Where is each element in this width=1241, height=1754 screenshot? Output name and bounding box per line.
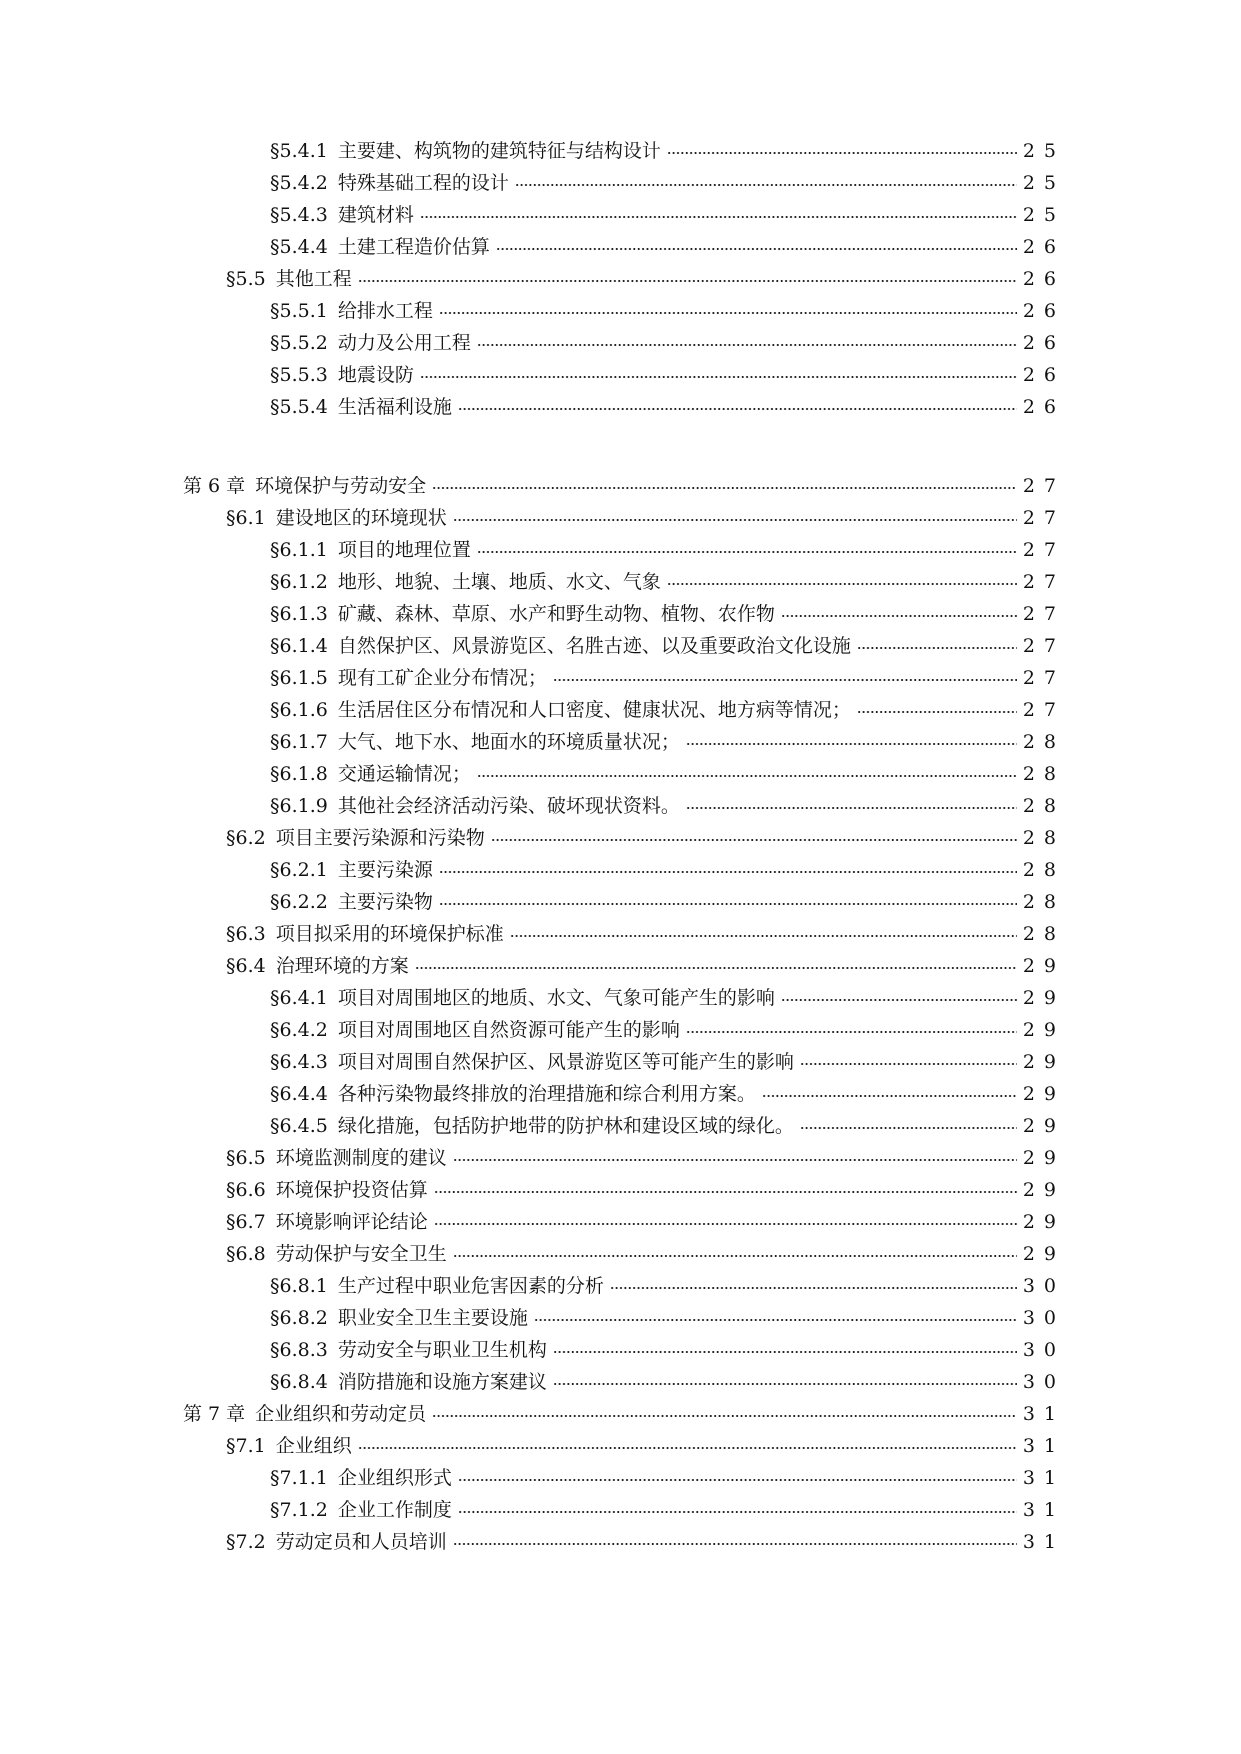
toc-entry-page-number: 28 — [1022, 923, 1065, 945]
toc-entry-title: 劳动安全与职业卫生机构 — [337, 1339, 547, 1361]
toc-entry-title: 项目拟采用的环境保护标准 — [275, 923, 504, 945]
toc-entry[interactable] — [270, 982, 1065, 1014]
dot-leader — [432, 484, 1017, 492]
toc-entry-page-number: 31 — [1022, 1531, 1065, 1553]
toc-entry[interactable] — [226, 1430, 1065, 1462]
toc-entry-title: 消防措施和设施方案建议 — [337, 1371, 547, 1393]
dot-leader — [857, 644, 1017, 652]
toc-entry-title: 地形、地貌、土壤、地质、水文、气象 — [337, 571, 661, 593]
dot-leader — [857, 708, 1017, 716]
toc-chapter-entry[interactable] — [183, 470, 1065, 502]
toc-entry-number: §6.8.2 — [270, 1307, 328, 1329]
dot-leader — [453, 1156, 1017, 1164]
toc-entry-page-number: 29 — [1022, 987, 1065, 1009]
toc-entry[interactable] — [270, 1302, 1065, 1334]
toc-entry-number: 第 7 章 — [183, 1403, 246, 1425]
toc-entry-number: §5.5.3 — [270, 364, 328, 386]
toc-entry-number: §6.1.3 — [270, 603, 328, 625]
toc-entry-title: 企业组织和劳动定员 — [255, 1403, 427, 1425]
toc-entry-page-number: 29 — [1022, 1211, 1065, 1233]
toc-entry[interactable] — [270, 167, 1065, 199]
toc-entry-page-number: 27 — [1022, 507, 1065, 529]
dot-leader — [458, 1476, 1017, 1484]
dot-leader — [458, 1508, 1017, 1516]
toc-entry-page-number: 29 — [1022, 1019, 1065, 1041]
dot-leader — [434, 1220, 1017, 1228]
toc-entry[interactable] — [270, 534, 1065, 566]
toc-entry-title: 项目对周围地区自然资源可能产生的影响 — [337, 1019, 680, 1041]
toc-entry-number: §6.8.1 — [270, 1275, 328, 1297]
dot-leader — [515, 181, 1017, 189]
toc-entry[interactable] — [226, 1174, 1065, 1206]
dot-leader — [453, 1540, 1017, 1548]
toc-entry-page-number: 27 — [1022, 539, 1065, 561]
toc-entry-number: §5.5.2 — [270, 332, 328, 354]
toc-entry-page-number: 26 — [1022, 364, 1065, 386]
toc-entry-page-number: 25 — [1022, 140, 1065, 162]
toc-entry[interactable] — [270, 1078, 1065, 1110]
toc-entry[interactable] — [270, 662, 1065, 694]
toc-entry-title: 地震设防 — [337, 364, 414, 386]
toc-entry-title: 生活居住区分布情况和人口密度、健康状况、地方病等情况； — [337, 699, 851, 721]
toc-entry-number: §6.4 — [226, 955, 266, 977]
toc-entry-number: §6.4.3 — [270, 1051, 328, 1073]
toc-entry-number: §6.8.4 — [270, 1371, 328, 1393]
toc-entry-page-number: 27 — [1022, 699, 1065, 721]
toc-entry-title: 大气、地下水、地面水的环境质量状况； — [337, 731, 680, 753]
toc-entry-page-number: 29 — [1022, 1179, 1065, 1201]
dot-leader — [686, 1028, 1017, 1036]
dot-leader — [358, 1444, 1017, 1452]
toc-entry-title: 主要污染源 — [337, 859, 433, 881]
toc-entry-page-number: 28 — [1022, 795, 1065, 817]
toc-entry-page-number: 29 — [1022, 1083, 1065, 1105]
toc-entry-title: 绿化措施，包括防护地带的防护林和建设区域的绿化。 — [337, 1115, 794, 1137]
toc-entry-title: 各种污染物最终排放的治理措施和综合利用方案。 — [337, 1083, 756, 1105]
dot-leader — [667, 580, 1017, 588]
toc-entry-number: §6.4.4 — [270, 1083, 328, 1105]
toc-entry[interactable] — [226, 263, 1065, 295]
toc-entry-number: §5.4.4 — [270, 236, 328, 258]
dot-leader — [762, 1092, 1017, 1100]
toc-entry-title: 项目主要污染源和污染物 — [275, 827, 485, 849]
toc-entry-title: 项目对周围自然保护区、风景游览区等可能产生的影响 — [337, 1051, 794, 1073]
dot-leader — [477, 341, 1017, 349]
toc-entry-title: 项目对周围地区的地质、水文、气象可能产生的影响 — [337, 987, 775, 1009]
toc-entry-number: §6.2 — [226, 827, 266, 849]
toc-entry-title: 现有工矿企业分布情况； — [337, 667, 547, 689]
toc-entry-number: §5.4.1 — [270, 140, 328, 162]
toc-entry[interactable] — [270, 135, 1065, 167]
dot-leader — [496, 245, 1017, 253]
toc-entry-title: 环境保护投资估算 — [275, 1179, 428, 1201]
toc-entry[interactable] — [270, 598, 1065, 630]
toc-entry-number: §6.1 — [226, 507, 266, 529]
toc-entry[interactable] — [270, 231, 1065, 263]
toc-entry-number: §6.4.1 — [270, 987, 328, 1009]
toc-entry-number: §7.1.1 — [270, 1467, 328, 1489]
toc-entry-number: §7.1.2 — [270, 1499, 328, 1521]
toc-entry-number: §6.5 — [226, 1147, 266, 1169]
dot-leader — [510, 932, 1017, 940]
toc-entry-page-number: 27 — [1022, 635, 1065, 657]
toc-entry-page-number: 28 — [1022, 891, 1065, 913]
toc-entry-number: §6.2.1 — [270, 859, 328, 881]
toc-entry[interactable] — [270, 1014, 1065, 1046]
toc-entry[interactable] — [270, 758, 1065, 790]
toc-entry-number: §6.1.8 — [270, 763, 328, 785]
dot-leader — [781, 996, 1017, 1004]
dot-leader — [439, 309, 1017, 317]
dot-leader — [800, 1060, 1017, 1068]
toc-entry-number: §6.1.7 — [270, 731, 328, 753]
toc-entry-title: 生活福利设施 — [337, 396, 452, 418]
toc-entry-title: 企业组织 — [275, 1435, 352, 1457]
toc-entry[interactable] — [270, 790, 1065, 822]
toc-entry-title: 劳动定员和人员培训 — [275, 1531, 447, 1553]
toc-entry-number: §6.6 — [226, 1179, 266, 1201]
toc-entry-page-number: 26 — [1022, 300, 1065, 322]
toc-entry[interactable] — [226, 950, 1065, 982]
toc-entry-page-number: 25 — [1022, 204, 1065, 226]
toc-entry-number: §7.2 — [226, 1531, 266, 1553]
toc-entry-title: 给排水工程 — [337, 300, 433, 322]
toc-entry[interactable] — [270, 1462, 1065, 1494]
toc-entry-page-number: 30 — [1022, 1339, 1065, 1361]
toc-entry-title: 环境监测制度的建议 — [275, 1147, 447, 1169]
toc-entry-number: §6.7 — [226, 1211, 266, 1233]
toc-entry-title: 主要建、构筑物的建筑特征与结构设计 — [337, 140, 661, 162]
toc-entry-page-number: 30 — [1022, 1371, 1065, 1393]
toc-entry[interactable] — [226, 1206, 1065, 1238]
toc-entry[interactable] — [270, 1270, 1065, 1302]
dot-leader — [553, 1380, 1017, 1388]
toc-entry[interactable] — [226, 1526, 1065, 1558]
toc-entry[interactable] — [270, 1334, 1065, 1366]
toc-entry[interactable] — [270, 886, 1065, 918]
toc-entry-number: §6.1.2 — [270, 571, 328, 593]
toc-entry-page-number: 28 — [1022, 763, 1065, 785]
toc-entry[interactable] — [270, 1494, 1065, 1526]
dot-leader — [415, 964, 1017, 972]
toc-entry-title: 矿藏、森林、草原、水产和野生动物、植物、农作物 — [337, 603, 775, 625]
toc-entry-page-number: 29 — [1022, 1115, 1065, 1137]
toc-entry-title: 治理环境的方案 — [275, 955, 409, 977]
toc-entry-number: 第 6 章 — [183, 475, 246, 497]
toc-entry-page-number: 28 — [1022, 859, 1065, 881]
dot-leader — [686, 804, 1017, 812]
toc-entry-number: §6.2.2 — [270, 891, 328, 913]
dot-leader — [439, 900, 1017, 908]
dot-leader — [453, 1252, 1017, 1260]
toc-entry[interactable] — [226, 1238, 1065, 1270]
dot-leader — [610, 1284, 1017, 1292]
dot-leader — [434, 1188, 1017, 1196]
dot-leader — [553, 676, 1017, 684]
toc-entry-title: 企业工作制度 — [337, 1499, 452, 1521]
dot-leader — [432, 1412, 1017, 1420]
toc-entry-title: 其他工程 — [275, 268, 352, 290]
toc-entry[interactable] — [270, 694, 1065, 726]
toc-entry-title: 企业组织形式 — [337, 1467, 452, 1489]
toc-entry-number: §6.1.6 — [270, 699, 328, 721]
toc-entry-page-number: 26 — [1022, 268, 1065, 290]
toc-entry-title: 建筑材料 — [337, 204, 414, 226]
toc-entry-page-number: 27 — [1022, 667, 1065, 689]
toc-entry-number: §5.4.3 — [270, 204, 328, 226]
dot-leader — [439, 868, 1017, 876]
toc-entry-page-number: 31 — [1022, 1403, 1065, 1425]
toc-entry[interactable] — [270, 327, 1065, 359]
toc-entry-number: §6.3 — [226, 923, 266, 945]
toc-entry-title: 自然保护区、风景游览区、名胜古迹、以及重要政治文化设施 — [337, 635, 851, 657]
dot-leader — [491, 836, 1017, 844]
toc-entry-title: 劳动保护与安全卫生 — [275, 1243, 447, 1265]
toc-entry-number: §6.4.5 — [270, 1115, 328, 1137]
toc-entry-title: 特殊基础工程的设计 — [337, 172, 509, 194]
dot-leader — [358, 277, 1017, 285]
toc-entry-title: 交通运输情况； — [337, 763, 471, 785]
toc-entry[interactable] — [270, 1046, 1065, 1078]
toc-entry-page-number: 29 — [1022, 1243, 1065, 1265]
toc-entry-number: §5.4.2 — [270, 172, 328, 194]
toc-entry-page-number: 28 — [1022, 827, 1065, 849]
toc-entry[interactable] — [270, 1110, 1065, 1142]
toc-entry[interactable] — [226, 1142, 1065, 1174]
toc-entry[interactable] — [270, 566, 1065, 598]
dot-leader — [553, 1348, 1017, 1356]
toc-entry-page-number: 26 — [1022, 332, 1065, 354]
toc-entry-page-number: 27 — [1022, 475, 1065, 497]
dot-leader — [420, 373, 1017, 381]
toc-entry-page-number: 30 — [1022, 1307, 1065, 1329]
toc-entry-page-number: 26 — [1022, 236, 1065, 258]
toc-entry-title: 职业安全卫生主要设施 — [337, 1307, 528, 1329]
toc-entry-page-number: 31 — [1022, 1467, 1065, 1489]
toc-chapter-entry[interactable] — [183, 1398, 1065, 1430]
toc-entry-title: 项目的地理位置 — [337, 539, 471, 561]
dot-leader — [458, 405, 1017, 413]
toc-entry[interactable] — [270, 199, 1065, 231]
toc-entry-page-number: 29 — [1022, 955, 1065, 977]
toc-entry-number: §6.1.1 — [270, 539, 328, 561]
toc-entry-number: §6.1.5 — [270, 667, 328, 689]
toc-entry-number: §6.1.9 — [270, 795, 328, 817]
toc-entry-number: §6.1.4 — [270, 635, 328, 657]
dot-leader — [686, 740, 1017, 748]
toc-entry-title: 环境影响评论结论 — [275, 1211, 428, 1233]
toc-entry[interactable] — [270, 359, 1065, 391]
dot-leader — [420, 213, 1017, 221]
toc-entry[interactable] — [270, 1366, 1065, 1398]
toc-entry-title: 其他社会经济活动污染、破坏现状资料。 — [337, 795, 680, 817]
dot-leader — [477, 548, 1017, 556]
toc-entry-page-number: 27 — [1022, 571, 1065, 593]
toc-entry-title: 主要污染物 — [337, 891, 433, 913]
toc-entry-page-number: 30 — [1022, 1275, 1065, 1297]
toc-entry-page-number: 26 — [1022, 396, 1065, 418]
toc-entry-title: 土建工程造价估算 — [337, 236, 490, 258]
toc-entry-number: §6.8.3 — [270, 1339, 328, 1361]
toc-entry-number: §6.8 — [226, 1243, 266, 1265]
dot-leader — [781, 612, 1017, 620]
toc-entry-title: 动力及公用工程 — [337, 332, 471, 354]
toc-entry-page-number: 27 — [1022, 603, 1065, 625]
toc-entry-title: 环境保护与劳动安全 — [255, 475, 427, 497]
toc-entry[interactable] — [270, 854, 1065, 886]
toc-entry-number: §5.5.1 — [270, 300, 328, 322]
toc-entry-page-number: 31 — [1022, 1499, 1065, 1521]
toc-entry-page-number: 25 — [1022, 172, 1065, 194]
toc-entry-number: §7.1 — [226, 1435, 266, 1457]
toc-entry-page-number: 31 — [1022, 1435, 1065, 1457]
dot-leader — [477, 772, 1017, 780]
toc-entry-page-number: 28 — [1022, 731, 1065, 753]
toc-entry[interactable] — [270, 391, 1065, 423]
dot-leader — [534, 1316, 1017, 1324]
toc-entry[interactable] — [226, 822, 1065, 854]
toc-entry[interactable] — [226, 502, 1065, 534]
toc-entry[interactable] — [226, 918, 1065, 950]
toc-entry[interactable] — [270, 630, 1065, 662]
dot-leader — [453, 516, 1017, 524]
toc-entry-number: §6.4.2 — [270, 1019, 328, 1041]
dot-leader — [667, 149, 1017, 157]
toc-entry-number: §5.5.4 — [270, 396, 328, 418]
toc-entry-title: 建设地区的环境现状 — [275, 507, 447, 529]
toc-entry[interactable] — [270, 726, 1065, 758]
toc-entry-page-number: 29 — [1022, 1147, 1065, 1169]
toc-entry[interactable] — [270, 295, 1065, 327]
toc-entry-title: 生产过程中职业危害因素的分析 — [337, 1275, 604, 1297]
toc-entry-page-number: 29 — [1022, 1051, 1065, 1073]
dot-leader — [800, 1124, 1017, 1132]
toc-entry-number: §5.5 — [226, 268, 266, 290]
